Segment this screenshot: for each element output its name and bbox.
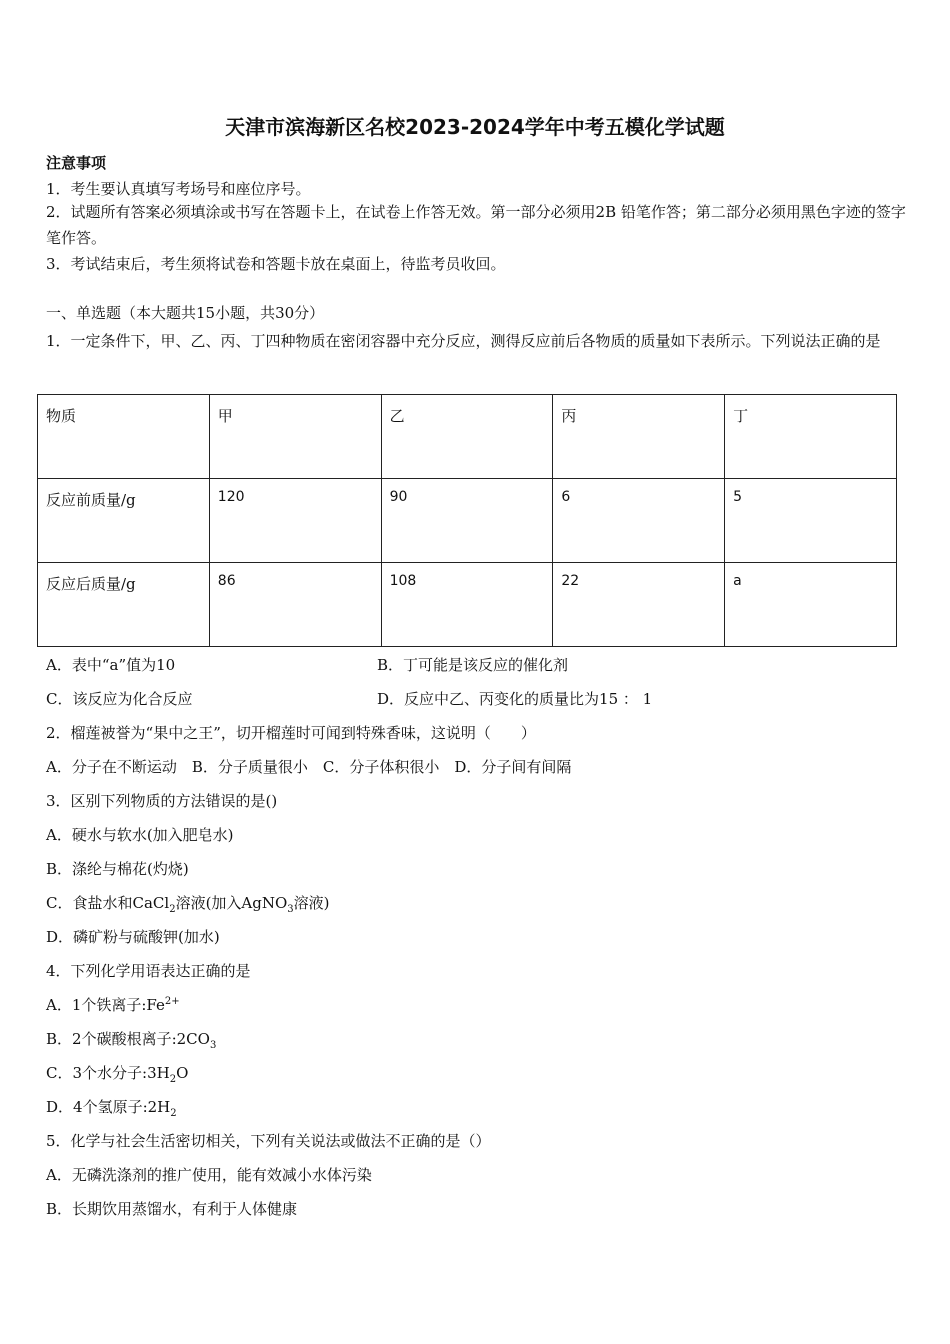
table-row xyxy=(38,395,897,479)
table-cell: 6 xyxy=(553,479,725,563)
q1-option-b: B．丁可能是该反应的催化剂 xyxy=(377,656,569,674)
q1-options-row-1 xyxy=(46,654,569,675)
q3-c-mid: 溶液(加入AgNO xyxy=(175,894,288,912)
notice-item-3: 3．考试结束后，考生须将试卷和答题卡放在桌面上，待监考员收回。 xyxy=(46,255,506,273)
q1-option-c: C．该反应为化合反应 xyxy=(46,690,193,708)
table-cell: 乙 xyxy=(381,395,553,479)
notice-heading: 注意事项 xyxy=(46,154,107,172)
table-cell: 5 xyxy=(725,479,897,563)
q4-b-text: B．2个碳酸根离子:2CO xyxy=(46,1030,210,1048)
q3-stem: 3．区别下列物质的方法错误的是() xyxy=(46,792,278,810)
section-heading: 一、单选题（本大题共15小题，共30分） xyxy=(46,304,325,322)
q5-option-b: B．长期饮用蒸馏水，有利于人体健康 xyxy=(46,1200,298,1218)
q1-options-row-2 xyxy=(46,688,653,709)
table-cell: 反应前质量/g xyxy=(38,479,210,563)
table-cell: 丙 xyxy=(553,395,725,479)
table-cell: 丁 xyxy=(725,395,897,479)
q4-option-d xyxy=(46,1096,177,1119)
q1-stem: 1．一定条件下，甲、乙、丙、丁四种物质在密闭容器中充分反应，测得反应前后各物质的质量如下表所示。下列说法正确的是 xyxy=(46,332,881,350)
table-cell: 反应后质量/g xyxy=(38,563,210,647)
q5-option-a: A．无磷洗涤剂的推广使用，能有效减小水体污染 xyxy=(46,1166,372,1184)
q3-c-text: C．食盐水和CaCl xyxy=(46,894,170,912)
table-cell: 108 xyxy=(381,563,553,647)
q2-options: A．分子在不断运动 B．分子质量很小 C．分子体积很小 D．分子间有间隔 xyxy=(46,758,572,776)
q4-option-b xyxy=(46,1028,216,1051)
q4-d-sub: 2 xyxy=(170,1108,177,1119)
q4-c-post: O xyxy=(176,1064,189,1082)
q3-option-b: B．涤纶与棉花(灼烧) xyxy=(46,860,189,878)
table-cell: 90 xyxy=(381,479,553,563)
page-title: 天津市滨海新区名校2023-2024学年中考五模化学试题 xyxy=(225,115,725,139)
q4-c-sub: 2 xyxy=(169,1074,177,1085)
table-cell: 120 xyxy=(209,479,381,563)
q4-c-text: C．3个水分子:3H xyxy=(46,1064,170,1082)
q1-option-d: D．反应中乙、丙变化的质量比为15 ： 1 xyxy=(377,690,653,708)
table-cell: 物质 xyxy=(38,395,210,479)
table-cell: 86 xyxy=(209,563,381,647)
q1-option-a: A．表中“a”值为10 xyxy=(46,656,176,674)
q5-stem: 5．化学与社会生活密切相关，下列有关说法或做法不正确的是（） xyxy=(46,1132,491,1150)
table-row xyxy=(38,563,897,647)
q3-c-post: 溶液) xyxy=(293,894,330,912)
q3-c-sub1: 2 xyxy=(169,904,176,915)
table-row xyxy=(38,479,897,563)
table-cell: 22 xyxy=(553,563,725,647)
q4-option-a xyxy=(46,994,180,1015)
q4-d-text: D．4个氢原子:2H xyxy=(46,1098,171,1116)
q4-b-sub: 3 xyxy=(209,1040,217,1051)
q4-option-c xyxy=(46,1062,188,1085)
notice-item-2: 2．试题所有答案必须填涂或书写在答题卡上，在试卷上作答无效。第一部分必须用2B 铅笔作答；第二部分必须用黑色字迹的签字笔作答。 xyxy=(46,203,906,247)
q3-c-sub2: 3 xyxy=(287,904,294,915)
q4-a-sup: 2+ xyxy=(164,996,180,1007)
q3-option-d: D．磷矿粉与硫酸钾(加水) xyxy=(46,928,220,946)
q4-stem: 4．下列化学用语表达正确的是 xyxy=(46,962,251,980)
q3-option-a: A．硬水与软水(加入肥皂水) xyxy=(46,826,234,844)
table-cell: 甲 xyxy=(209,395,381,479)
q4-a-text: A．1个铁离子:Fe xyxy=(46,996,165,1014)
notice-item-1: 1．考生要认真填写考场号和座位序号。 xyxy=(46,180,311,198)
q2-stem: 2．榴莲被誉为“果中之王”，切开榴莲时可闻到特殊香味，这说明（ ） xyxy=(46,724,536,742)
q3-option-c xyxy=(46,892,330,915)
q1-table xyxy=(37,394,897,647)
table-cell: a xyxy=(725,563,897,647)
